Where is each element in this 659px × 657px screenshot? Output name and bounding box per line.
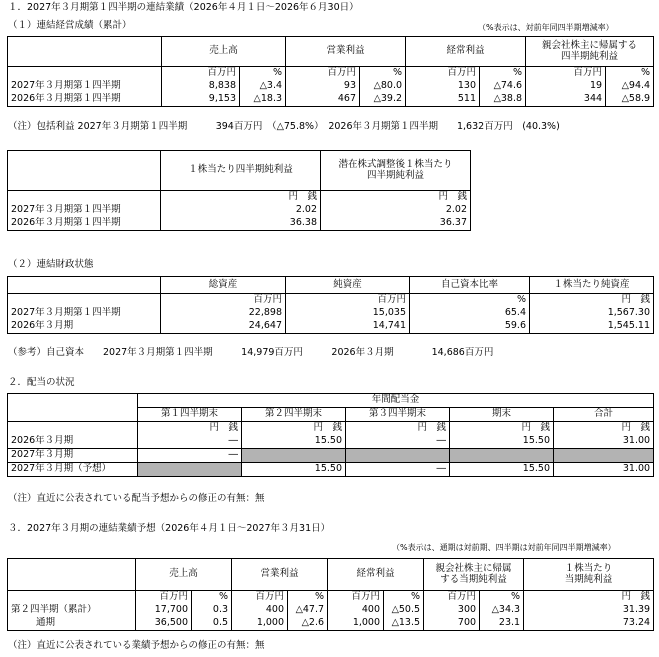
eps-table: １株当たり四半期純利益 潜在株式調整後１株当たり 四半期純利益 円 銭 円 銭 2027年３月期第１四半期 2.02 2.02 2026年３月期第１四半期 36.38 36.37 [7, 150, 471, 231]
operating-results-table: 売上高 営業利益 経常利益 親会社株主に帰属する 四半期純利益 百万円 % 百万円 % 百万円 % 百万円 % 2027年３月期第１四半期 8,838 △3.4 93 △80.0 130 △74.6 19 △94.4 2026年３月期第１四半期 9,153 △18.3 467 △39.2 511 △38.8 344 △58.9 [7, 36, 654, 107]
header-fc-ordinary-profit: 経常利益 [328, 559, 424, 591]
dividend-table: 年間配当金 第１四半期末 第２四半期末 第３四半期末 期末 合計 円 銭 円 銭 円 銭 円 銭 円 銭 2026年３月期 ― 15.50 ― 15.50 31.00 2027年３月期 ― 2027年３月期（予想） 15.50 ― 15.50 31.00 [7, 393, 654, 477]
operating-results-subtitle: （１）連結経営成績（累計） [8, 20, 132, 31]
header-q1-end: 第１四半期末 [138, 408, 242, 422]
forecast-revision-note: （注）直近に公表されている業績予想からの修正の有無：無 [8, 640, 265, 651]
section-1-title: １．2027年３月期第１四半期の連結業績（2026年４月１日～2026年６月30日） [8, 2, 359, 13]
table-row: 2027年３月期（予想） 15.50 ― 15.50 31.00 [8, 463, 654, 477]
table-row: 2027年３月期第１四半期 8,838 △3.4 93 △80.0 130 △74.6 19 △94.4 [8, 80, 654, 93]
header-equity-ratio: 自己資本比率 [410, 277, 530, 294]
header-fc-operating-profit: 営業利益 [232, 559, 328, 591]
table-row: 2026年３月期 ― 15.50 ― 15.50 31.00 [8, 435, 654, 449]
comprehensive-income-note: （注）包括利益 2027年３月期第１四半期 394百万円 （△75.8%） 2026年３月期第１四半期 1,632百万円 (40.3%) [8, 121, 560, 132]
header-sales: 売上高 [162, 37, 286, 67]
dividend-revision-note: （注）直近に公表されている配当予想からの修正の有無：無 [8, 493, 265, 504]
header-fc-net-profit: 親会社株主に帰属 する当期純利益 [424, 559, 524, 591]
forecast-table: 売上高 営業利益 経常利益 親会社株主に帰属 する当期純利益 １株当たり 当期純利益 百万円 % 百万円 % 百万円 % 百万円 % 円 銭 第２四半期（累計） 17,700 0.3 400 △47.7 400 △50.5 300 △34.3 31.39 通期 36,500 0.5 1,000 △2.6 1,000 △13.5 700 23.1 73.24 [7, 558, 654, 631]
header-diluted-eps: 潜在株式調整後１株当たり 四半期純利益 [321, 151, 471, 191]
header-q2-end: 第２四半期末 [242, 408, 346, 422]
table-row: 2027年３月期第１四半期 22,898 15,035 65.4 1,567.30 [8, 307, 654, 320]
header-ordinary-profit: 経常利益 [406, 37, 526, 67]
section-2-title: ２．配当の状況 [8, 377, 75, 388]
header-annual-dividend: 年間配当金 [138, 394, 654, 408]
equity-reference-note: （参考）自己資本 2027年３月期第１四半期 14,979百万円 2026年３月期 14,686百万円 [8, 347, 494, 358]
section-3-title: ３．2027年３月期の連結業績予想（2026年４月１日～2027年３月31日） [8, 523, 331, 534]
table-row: 第２四半期（累計） 17,700 0.3 400 △47.7 400 △50.5 300 △34.3 31.39 [8, 604, 654, 617]
table-row: 2027年３月期 ― [8, 449, 654, 463]
header-q3-end: 第３四半期末 [346, 408, 450, 422]
percent-note: （%表示は、対前年同四半期増減率） [478, 23, 614, 32]
header-operating-profit: 営業利益 [286, 37, 406, 67]
header-year-end: 期末 [450, 408, 554, 422]
header-net-assets: 純資産 [286, 277, 410, 294]
header-fc-sales: 売上高 [136, 559, 232, 591]
header-bps: １株当たり純資産 [530, 277, 654, 294]
table-row: 2026年３月期第１四半期 9,153 △18.3 467 △39.2 511 △38.8 344 △58.9 [8, 93, 654, 107]
table-row: 2026年３月期第１四半期 36.38 36.37 [8, 217, 471, 231]
table-row: 2026年３月期 24,647 14,741 59.6 1,545.11 [8, 320, 654, 334]
financial-position-table: 総資産 純資産 自己資本比率 １株当たり純資産 百万円 百万円 % 円 銭 2027年３月期第１四半期 22,898 15,035 65.4 1,567.30 2026年３月期 24,647 14,741 59.6 1,545.11 [7, 276, 654, 334]
financial-position-subtitle: （２）連結財政状態 [8, 259, 94, 270]
header-fc-eps: １株当たり 当期純利益 [524, 559, 654, 591]
header-total-assets: 総資産 [161, 277, 286, 294]
header-eps: １株当たり四半期純利益 [161, 151, 321, 191]
table-row: 2027年３月期第１四半期 2.02 2.02 [8, 204, 471, 217]
table-row: 通期 36,500 0.5 1,000 △2.6 1,000 △13.5 700 23.1 73.24 [8, 617, 654, 631]
header-total: 合計 [554, 408, 654, 422]
header-net-profit: 親会社株主に帰属する 四半期純利益 [526, 37, 654, 67]
forecast-percent-note: （%表示は、通期は対前期、四半期は対前年同四半期増減率） [392, 543, 616, 552]
